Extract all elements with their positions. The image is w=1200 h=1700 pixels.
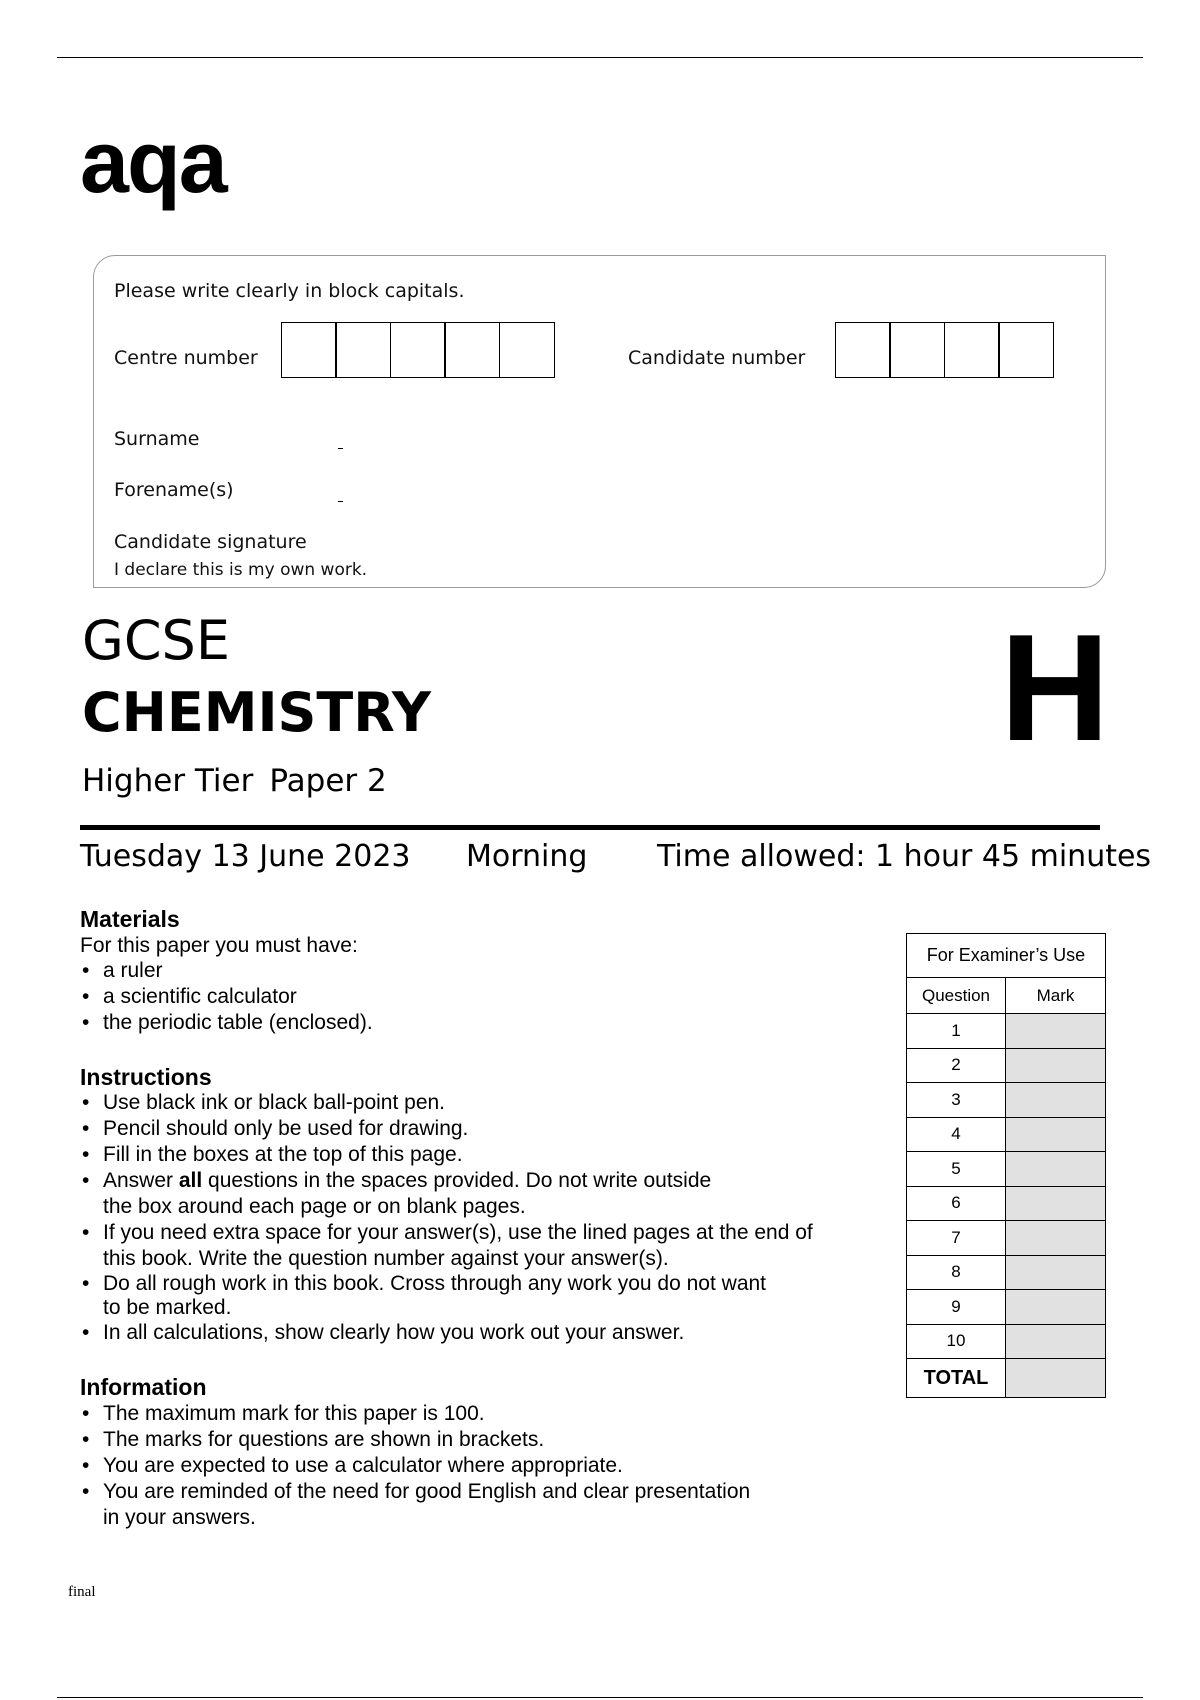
question-number: 2 [907,1048,1006,1083]
list-item: • If you need extra space for your answer(s), use the lined pages at the end of this book. Write the question number against your answer(s). [80,1220,813,1272]
question-number: 1 [907,1014,1006,1049]
table-row [907,1186,1106,1221]
answer-all-before: Answer [103,1169,179,1192]
qualification-title: GCSE [82,609,230,672]
table-row [907,1255,1106,1290]
question-number: 7 [907,1221,1006,1256]
list-item: • The marks for questions are shown in brackets. [80,1427,750,1453]
mark-cell[interactable] [1006,1290,1106,1325]
examiners-use-title: For Examiner’s Use [907,934,1106,978]
list-item: • In all calculations, show clearly how you work out your answer. [80,1320,813,1346]
bottom-rule [57,1697,1143,1698]
footer-mark: final [68,1584,96,1600]
candidate-digit-box[interactable] [835,322,891,378]
materials-intro: For this paper you must have: [80,934,358,957]
candidate-details-box [93,255,1106,588]
declaration-text: I declare this is my own work. [114,560,368,580]
question-number: 6 [907,1186,1006,1221]
centre-number-label: Centre number [114,347,258,369]
table-row [907,1083,1106,1118]
answer-all-after: questions in the spaces provided. Do not write outside the box around each page or on blank pages. [103,1169,712,1218]
table-row-total [907,1359,1106,1398]
question-number: 5 [907,1152,1006,1187]
list-item: • the periodic table (enclosed). [80,1010,373,1036]
paper-label: Paper 2 [269,763,387,799]
candidate-digit-box[interactable] [889,322,945,378]
centre-number-boxes [281,322,553,378]
table-row [907,1221,1106,1256]
forenames-field[interactable] [338,501,343,502]
list-item: • Do all rough work in this book. Cross through any work you do not want to be marked. [80,1272,813,1320]
time-allowed: Time allowed: 1 hour 45 minutes [657,839,1152,874]
question-number: 3 [907,1083,1006,1118]
table-row [907,1324,1106,1359]
information-list [80,1401,750,1531]
candidate-digit-box[interactable] [944,322,1000,378]
instructions-heading: Instructions [80,1064,212,1090]
materials-heading: Materials [80,906,180,932]
total-mark-cell[interactable] [1006,1359,1106,1398]
question-number: 9 [907,1290,1006,1325]
surname-label: Surname [114,428,200,450]
subject-title: CHEMISTRY [82,681,431,744]
title-divider [80,825,1100,830]
list-item: • a ruler [80,958,373,984]
candidate-number-label: Candidate number [628,347,806,369]
centre-digit-box[interactable] [335,322,391,378]
instructions-list [80,1090,813,1346]
table-row [907,1048,1106,1083]
question-number: 10 [907,1324,1006,1359]
exam-session: Morning [466,839,588,874]
candidate-digit-box[interactable] [998,322,1054,378]
mark-cell[interactable] [1006,1152,1106,1187]
examiners-use-table [906,933,1106,1398]
centre-digit-box[interactable] [499,322,555,378]
list-item: • You are reminded of the need for good English and clear presentation in your answers. [80,1479,750,1531]
forenames-label: Forename(s) [114,479,234,501]
signature-label: Candidate signature [114,531,307,553]
centre-digit-box[interactable] [390,322,446,378]
total-label: TOTAL [907,1359,1006,1398]
mark-cell[interactable] [1006,1186,1106,1221]
table-row [907,1290,1106,1325]
question-number: 8 [907,1255,1006,1290]
mark-cell[interactable] [1006,1117,1106,1152]
list-item: • Use black ink or black ball-point pen. [80,1090,813,1116]
table-row [907,1014,1106,1049]
tier-label: Higher Tier [82,763,254,799]
table-row [907,1152,1106,1187]
centre-digit-box[interactable] [444,322,500,378]
answer-all-emphasis: all [178,1169,203,1192]
table-row [907,1117,1106,1152]
mark-cell[interactable] [1006,1014,1106,1049]
exam-date: Tuesday 13 June 2023 [80,839,411,874]
mark-cell[interactable] [1006,1048,1106,1083]
list-item: • Fill in the boxes at the top of this page. [80,1142,813,1168]
top-rule [57,57,1143,58]
mark-cell[interactable] [1006,1255,1106,1290]
materials-list [80,958,373,1036]
list-item: • a scientific calculator [80,984,373,1010]
tier-paper-line [82,763,387,799]
candidate-number-boxes [835,322,1053,378]
mark-cell[interactable] [1006,1324,1106,1359]
block-capitals-instruction: Please write clearly in block capitals. [114,280,465,302]
centre-digit-box[interactable] [281,322,337,378]
question-column-header: Question [907,978,1006,1014]
list-item: • The maximum mark for this paper is 100. [80,1401,750,1427]
list-item-answer-all [80,1168,813,1220]
surname-field[interactable] [338,448,343,449]
mark-cell[interactable] [1006,1221,1106,1256]
list-item: • You are expected to use a calculator where appropriate. [80,1453,750,1479]
question-number: 4 [907,1117,1006,1152]
information-heading: Information [80,1374,207,1400]
tier-letter: H [1000,603,1110,773]
list-item: • Pencil should only be used for drawing. [80,1116,813,1142]
aqa-logo: aqa [80,112,226,211]
mark-column-header: Mark [1006,978,1106,1014]
mark-cell[interactable] [1006,1083,1106,1118]
